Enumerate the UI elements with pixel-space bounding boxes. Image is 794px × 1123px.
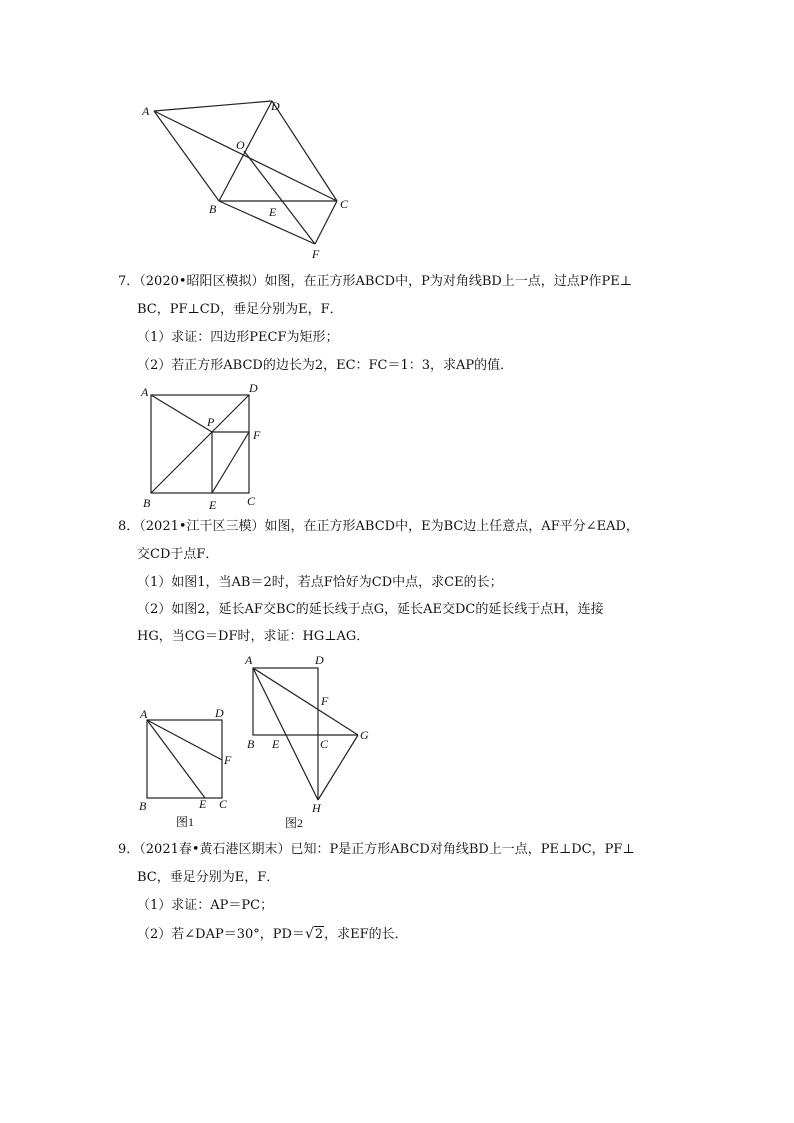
segment-AG — [253, 668, 358, 735]
segment-FB — [219, 201, 315, 244]
square-ABCD — [253, 668, 318, 735]
q8-part1: （1）如图1，当AB＝2时，若点F恰好为CD中点，求CE的长； — [137, 575, 503, 590]
segment-AH — [253, 668, 318, 800]
q9-part1: （1）求证：AP＝PC； — [137, 898, 274, 913]
label-D: D — [215, 706, 224, 720]
label-H: H — [312, 801, 321, 815]
figure-parallelogram-svg — [130, 90, 360, 265]
label-A: A — [140, 707, 148, 721]
square-ABCD — [147, 720, 222, 798]
label-A: A — [142, 104, 150, 118]
segment-FC — [315, 201, 337, 244]
label-C: C — [219, 797, 228, 811]
sqrt-sign: √ — [304, 926, 314, 942]
label-B: B — [209, 202, 217, 216]
label-C: C — [320, 737, 329, 751]
q8-line1: 8．（2021•江干区三模）如图，在正方形ABCD中，E为BC边上任意点，AF平分∠EAD， — [118, 519, 639, 534]
label-E: E — [209, 498, 217, 512]
q9-part2 — [137, 925, 408, 944]
label-A: A — [141, 385, 149, 399]
diagonal-BD — [151, 395, 249, 493]
label-E: E — [269, 205, 277, 219]
q7-part2: （2）若正方形ABCD的边长为2，EC：FC＝1：3，求AP的值． — [137, 358, 514, 373]
figure-1-q8 — [135, 702, 245, 832]
q9-part2-suffix: ，求EF的长． — [324, 927, 408, 942]
figure-parallelogram — [130, 90, 360, 265]
label-P: P — [207, 415, 215, 429]
segment-BA — [154, 111, 219, 201]
label-E: E — [199, 797, 207, 811]
figure-square-q7 — [135, 380, 275, 510]
label-D: D — [315, 653, 324, 667]
segment-AD — [154, 101, 272, 111]
diagonal-DB — [219, 101, 272, 201]
q8-line2: 交CD于点F． — [137, 547, 219, 562]
diagonal-AC — [154, 111, 337, 201]
figure-2-q8 — [240, 650, 380, 830]
label-F: F — [224, 753, 232, 767]
q8-part2a: （2）如图2，延长AF交BC的延长线于点G，延长AE交DC的延长线于点H，连接 — [137, 602, 604, 617]
label-E: E — [272, 737, 280, 751]
label-O: O — [236, 138, 245, 152]
figure-square-q7-svg — [135, 380, 275, 510]
sqrt-radicand: 2 — [314, 927, 324, 942]
label-B: B — [247, 737, 255, 751]
caption-figure-2: 图2 — [285, 816, 304, 830]
figure-1-q8-svg — [135, 702, 245, 832]
q7-line1: 7．（2020•昭阳区模拟）如图，在正方形ABCD中，P为对角线BD上一点，过点P作PE⊥ — [118, 274, 633, 289]
segment-EF — [212, 432, 249, 493]
label-D: D — [249, 381, 258, 395]
q9-line1: 9．（2021春•黄石港区期末）已知：P是正方形ABCD对角线BD上一点，PE⊥DC，PF⊥ — [118, 842, 635, 857]
label-D: D — [271, 99, 280, 113]
label-A: A — [245, 653, 253, 667]
q8-part2b: HG，当CG＝DF时，求证：HG⊥AG． — [137, 629, 370, 644]
caption-figure-1: 图1 — [176, 815, 195, 829]
segment-AE — [147, 720, 205, 798]
label-B: B — [139, 799, 147, 813]
q9-part2-prefix: （2）若∠DAP＝30°，PD＝ — [137, 927, 305, 942]
label-B: B — [143, 496, 151, 510]
label-F: F — [312, 247, 320, 261]
label-C: C — [340, 197, 349, 211]
label-G: G — [360, 728, 369, 742]
label-C: C — [247, 494, 256, 508]
label-F: F — [253, 428, 261, 442]
segment-OF — [244, 151, 315, 244]
segment-AP — [151, 395, 212, 432]
segment-AF — [147, 720, 222, 760]
q7-part1: （1）求证：四边形PECF为矩形； — [137, 330, 339, 345]
q9-line2: BC，垂足分别为E，F． — [137, 870, 280, 885]
q7-line2: BC，PF⊥CD，垂足分别为E，F． — [137, 302, 343, 317]
figure-2-q8-svg — [240, 650, 380, 830]
segment-DC — [272, 101, 337, 201]
label-F: F — [321, 694, 329, 708]
